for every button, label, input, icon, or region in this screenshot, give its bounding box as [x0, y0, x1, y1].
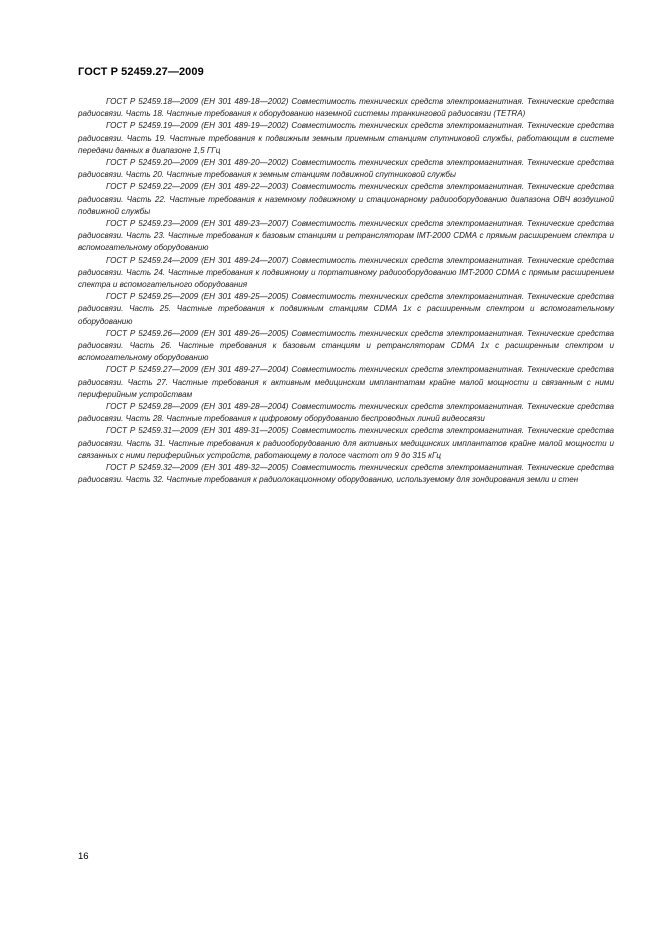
reference-item: ГОСТ Р 52459.25—2009 (ЕН 301 489-25—2005) Совместимость технических средств электромагнитная. Технические средства радиосвязи. Часть 25. Частные требования к подвижным станциям CDMA 1x с расширенным спектром и вспомогательному оборудованию — [78, 292, 614, 326]
reference-item: ГОСТ Р 52459.19—2009 (ЕН 301 489-19—2002) Совместимость технических средств электромагнитная. Технические средства радиосвязи. Часть 19. Частные требования к подвижным земным приемным станциям спутниковой службы, работающим в системе передачи данных в диапазоне 1,5 ГГц — [78, 121, 614, 155]
document-header: ГОСТ Р 52459.27—2009 — [78, 66, 204, 78]
page-number: 16 — [78, 851, 89, 862]
reference-item: ГОСТ Р 52459.27—2009 (ЕН 301 489-27—2004) Совместимость технических средств электромагнитная. Технические средства радиосвязи. Часть 27. Частные требования к активным медицинским имплантатам крайне малой мощности и связанным с ними периферийным устройствам — [78, 365, 614, 399]
reference-item: ГОСТ Р 52459.32—2009 (ЕН 301 489-32—2005) Совместимость технических средств электромагнитная. Технические средства радиосвязи. Часть 32. Частные требования к радиолокационному оборудованию, используемому для зондирования земли и стен — [78, 463, 614, 485]
reference-item: ГОСТ Р 52459.31—2009 (ЕН 301 489-31—2005) Совместимость технических средств электромагнитная. Технические средства радиосвязи. Часть 31. Частные требования к радиооборудованию для активных медицинских имплантатов крайне малой мощности и связанных с ними периферийных устройств, работающему в полосе частот от 9 до 315 кГц — [78, 426, 614, 460]
reference-item: ГОСТ Р 52459.24—2009 (ЕН 301 489-24—2007) Совместимость технических средств электромагнитная. Технические средства радиосвязи. Часть 24. Частные требования к подвижному и портативному радиооборудованию IMT-2000 CDMA с прямым расширением спектра и вспомогательного оборудования — [78, 255, 614, 290]
reference-item: ГОСТ Р 52459.26—2009 (ЕН 301 489-26—2005) Совместимость технических средств электромагнитная. Технические средства радиосвязи. Часть 26. Частные требования к базовым станциям и ретрансляторам CDMA 1x с расширенным спектром и вспомогательному оборудованию — [78, 328, 614, 363]
reference-item: ГОСТ Р 52459.20—2009 (ЕН 301 489-20—2002) Совместимость технических средств электромагнитная. Технические средства радиосвязи. Часть 20. Частные требования к земным станциям подвижной спутниковой службы — [78, 158, 614, 180]
reference-item: ГОСТ Р 52459.22—2009 (ЕН 301 489-22—2003) Совместимость технических средств электромагнитная. Технические средства радиосвязи. Часть 22. Частные требования к наземному подвижному и стационарному радиооборудованию диапазона ОВЧ воздушной подвижной службы — [78, 182, 614, 216]
normative-references-list — [78, 96, 614, 487]
reference-item: ГОСТ Р 52459.18—2009 (ЕН 301 489-18—2002) Совместимость технических средств электромагнитная. Технические средства радиосвязи. Часть 18. Частные требования к оборудованию наземной системы транкинговой радиосвязи (TETRA) — [78, 97, 614, 119]
reference-item: ГОСТ Р 52459.23—2009 (ЕН 301 489-23—2007) Совместимость технических средств электромагнитная. Технические средства радиосвязи. Часть 23. Частные требования к базовым станциям и ретрансляторам IMT-2000 CDMA с прямым расширением спектра и вспомогательному оборудованию — [78, 219, 614, 253]
reference-item: ГОСТ Р 52459.28—2009 (ЕН 301 489-28—2004) Совместимость технических средств электромагнитная. Технические средства радиосвязи. Часть 28. Частные требования к цифровому оборудованию беспроводных линий видеосвязи — [78, 402, 614, 424]
